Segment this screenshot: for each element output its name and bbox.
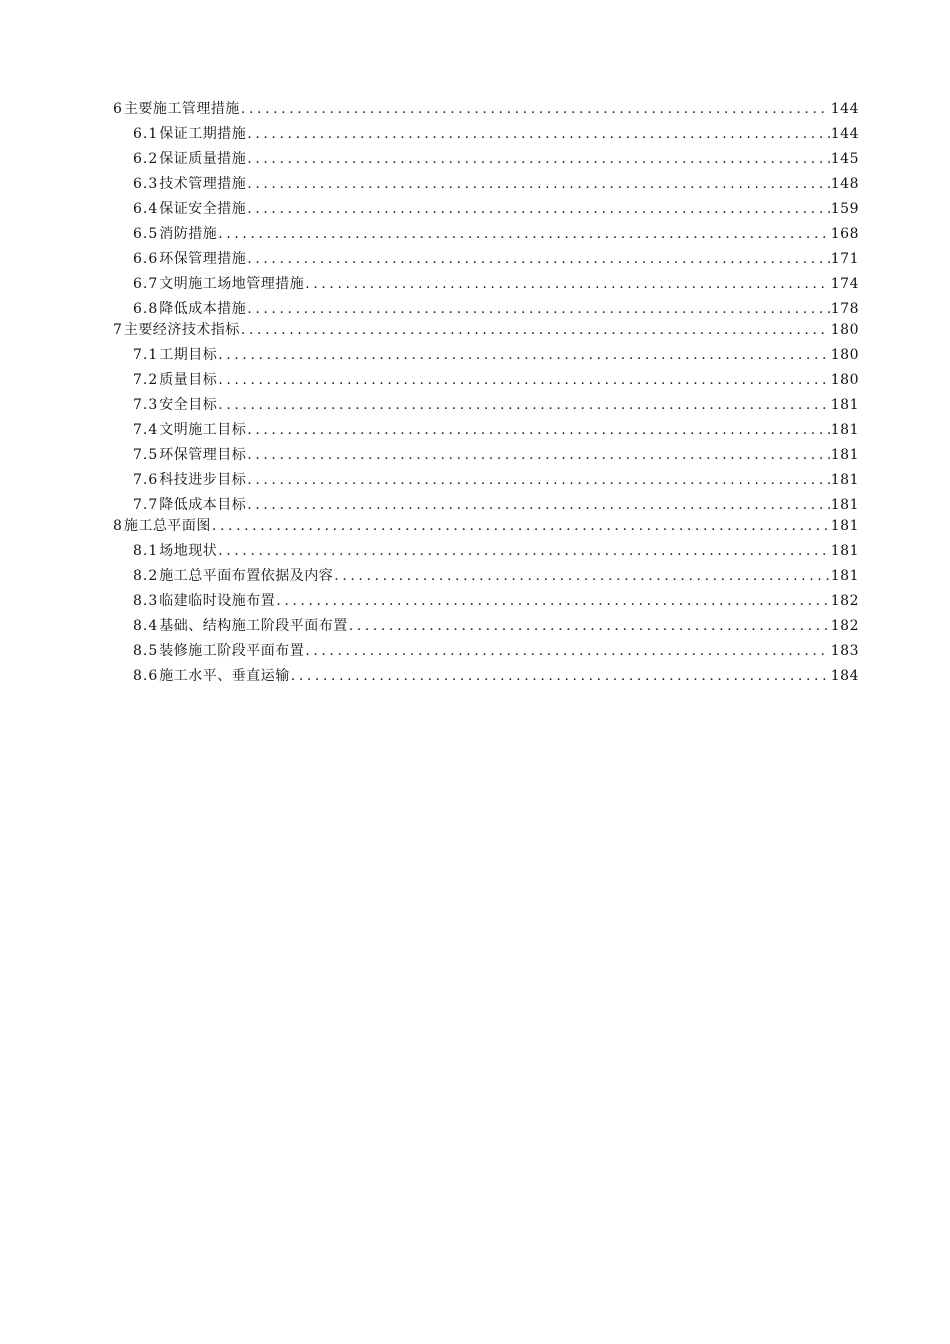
toc-entry-title: 主要施工管理措施 <box>123 101 240 117</box>
dot-leader <box>218 372 830 388</box>
toc-entry[interactable] <box>113 634 859 659</box>
toc-entry-page: 182 <box>830 593 859 609</box>
dot-leader <box>247 447 830 463</box>
dot-leader <box>218 543 830 559</box>
toc-entry-page: 181 <box>830 568 859 584</box>
toc-entry-title: 质量目标 <box>159 372 218 388</box>
toc-entry-title: 环保管理措施 <box>159 251 247 267</box>
toc-entry[interactable] <box>113 242 859 267</box>
toc-entry-page: 182 <box>830 618 859 634</box>
toc-entry-number: 6.4 <box>133 201 159 217</box>
dot-leader <box>218 397 830 413</box>
toc-entry[interactable] <box>113 388 859 413</box>
toc-entry[interactable] <box>113 117 859 142</box>
toc-entry-number: 6.7 <box>133 276 159 292</box>
toc-entry-number: 7.1 <box>133 347 159 363</box>
toc-entry-title: 降低成本措施 <box>159 301 247 317</box>
toc-entry-page: 184 <box>830 668 859 684</box>
toc-entry-number: 7 <box>113 322 123 338</box>
toc-entry[interactable] <box>113 292 859 317</box>
dot-leader <box>247 497 830 513</box>
toc-entry-title: 保证质量措施 <box>159 151 247 167</box>
toc-entry-page: 180 <box>830 372 859 388</box>
dot-leader <box>212 518 830 534</box>
toc-entry[interactable] <box>113 167 859 192</box>
toc-entry-page: 168 <box>830 226 859 242</box>
toc-entry[interactable] <box>113 267 859 292</box>
toc-entry-title: 装修施工阶段平面布置 <box>159 643 305 659</box>
toc-entry-number: 7.5 <box>133 447 159 463</box>
toc-entry[interactable] <box>113 338 859 363</box>
toc-entry-title: 施工水平、垂直运输 <box>159 668 290 684</box>
toc-entry[interactable] <box>113 609 859 634</box>
dot-leader <box>218 226 830 242</box>
toc-entry-page: 174 <box>830 276 859 292</box>
toc-entry[interactable] <box>113 659 859 684</box>
toc-entry-page: 144 <box>830 101 859 117</box>
dot-leader <box>349 618 830 634</box>
toc-entry[interactable] <box>113 217 859 242</box>
toc-entry-number: 8.4 <box>133 618 159 634</box>
toc-entry-number: 7.6 <box>133 472 159 488</box>
table-of-contents <box>113 96 859 684</box>
toc-entry-number: 8.3 <box>133 593 159 609</box>
toc-entry[interactable] <box>113 488 859 513</box>
toc-entry-page: 144 <box>830 126 859 142</box>
toc-entry-number: 8.6 <box>133 668 159 684</box>
toc-entry[interactable] <box>113 534 859 559</box>
toc-entry-title: 科技进步目标 <box>159 472 247 488</box>
toc-entry-title: 消防措施 <box>159 226 218 242</box>
toc-entry-number: 8.1 <box>133 543 159 559</box>
toc-entry[interactable] <box>113 559 859 584</box>
toc-entry-title: 施工总平面布置依据及内容 <box>159 568 334 584</box>
toc-entry-page: 181 <box>830 497 859 513</box>
toc-entry-number: 6.3 <box>133 176 159 192</box>
toc-entry-number: 7.3 <box>133 397 159 413</box>
toc-entry[interactable] <box>113 584 859 609</box>
toc-entry-page: 181 <box>830 447 859 463</box>
toc-entry[interactable] <box>113 142 859 167</box>
toc-entry-title: 工期目标 <box>159 347 218 363</box>
toc-entry-title: 文明施工目标 <box>159 422 247 438</box>
toc-entry[interactable] <box>113 96 859 117</box>
dot-leader <box>247 301 830 317</box>
toc-entry-title: 基础、结构施工阶段平面布置 <box>159 618 348 634</box>
toc-entry-title: 环保管理目标 <box>159 447 247 463</box>
dot-leader <box>247 151 830 167</box>
dot-leader <box>305 276 830 292</box>
toc-entry[interactable] <box>113 463 859 488</box>
toc-entry-page: 180 <box>830 347 859 363</box>
toc-entry-title: 主要经济技术指标 <box>123 322 240 338</box>
toc-entry-page: 183 <box>830 643 859 659</box>
toc-entry-number: 7.4 <box>133 422 159 438</box>
toc-entry-title: 技术管理措施 <box>159 176 247 192</box>
dot-leader <box>334 568 830 584</box>
toc-entry-number: 6.1 <box>133 126 159 142</box>
dot-leader <box>247 201 830 217</box>
toc-entry-page: 178 <box>830 301 859 317</box>
toc-entry-page: 159 <box>830 201 859 217</box>
dot-leader <box>247 176 830 192</box>
toc-entry-page: 171 <box>830 251 859 267</box>
dot-leader <box>241 101 830 117</box>
toc-entry-page: 181 <box>830 397 859 413</box>
toc-entry-page: 181 <box>830 543 859 559</box>
toc-entry-page: 181 <box>830 518 859 534</box>
toc-entry[interactable] <box>113 438 859 463</box>
toc-entry[interactable] <box>113 513 859 534</box>
toc-entry-page: 181 <box>830 472 859 488</box>
toc-entry-number: 6.6 <box>133 251 159 267</box>
dot-leader <box>276 593 830 609</box>
toc-entry-number: 7.7 <box>133 497 159 513</box>
toc-entry-number: 8.5 <box>133 643 159 659</box>
toc-entry[interactable] <box>113 363 859 388</box>
toc-entry[interactable] <box>113 413 859 438</box>
toc-entry-number: 6.2 <box>133 151 159 167</box>
dot-leader <box>247 472 830 488</box>
dot-leader <box>218 347 830 363</box>
dot-leader <box>291 668 830 684</box>
dot-leader <box>305 643 830 659</box>
toc-entry-page: 145 <box>830 151 859 167</box>
toc-entry-number: 7.2 <box>133 372 159 388</box>
toc-entry-title: 文明施工场地管理措施 <box>159 276 305 292</box>
toc-entry-number: 6.8 <box>133 301 159 317</box>
toc-entry-title: 降低成本目标 <box>159 497 247 513</box>
toc-entry-page: 148 <box>830 176 859 192</box>
dot-leader <box>247 251 830 267</box>
toc-entry-page: 180 <box>830 322 859 338</box>
toc-entry-title: 施工总平面图 <box>123 518 211 534</box>
toc-entry-title: 场地现状 <box>159 543 218 559</box>
dot-leader <box>247 422 830 438</box>
toc-entry[interactable] <box>113 192 859 217</box>
toc-entry[interactable] <box>113 317 859 338</box>
toc-entry-number: 6 <box>113 101 123 117</box>
toc-entry-title: 保证安全措施 <box>159 201 247 217</box>
toc-entry-number: 8.2 <box>133 568 159 584</box>
dot-leader <box>241 322 830 338</box>
toc-entry-title: 临建临时设施布置 <box>159 593 276 609</box>
toc-entry-title: 安全目标 <box>159 397 218 413</box>
toc-entry-page: 181 <box>830 422 859 438</box>
toc-entry-title: 保证工期措施 <box>159 126 247 142</box>
toc-entry-number: 8 <box>113 518 123 534</box>
dot-leader <box>247 126 830 142</box>
toc-entry-number: 6.5 <box>133 226 159 242</box>
